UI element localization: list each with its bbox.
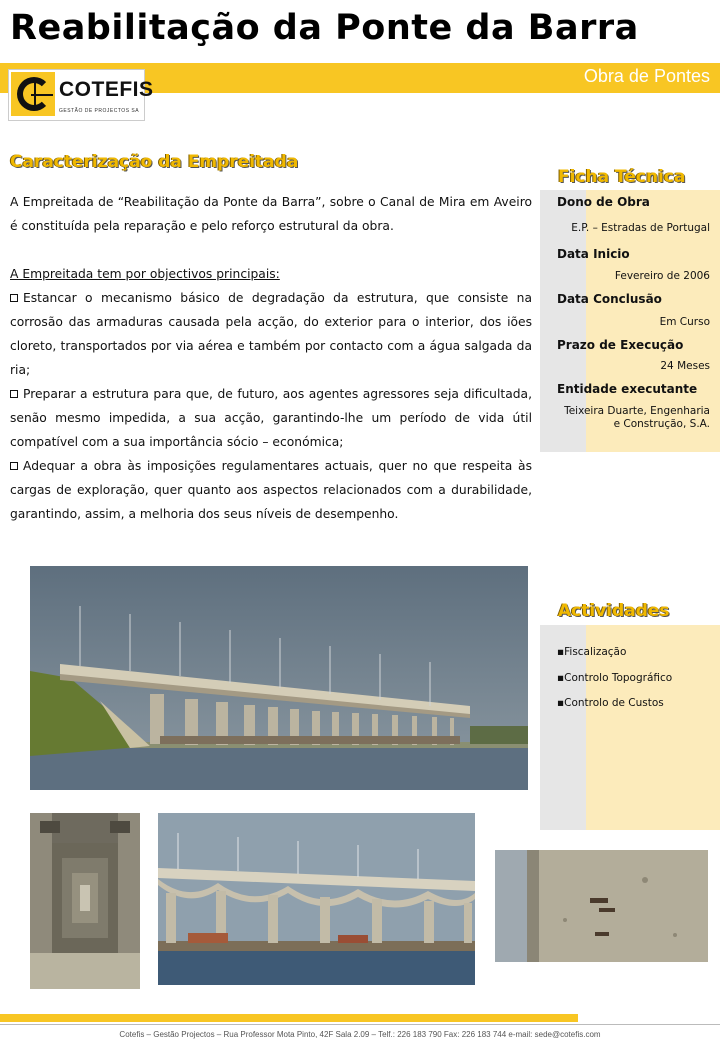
logo-mark-icon — [11, 72, 55, 116]
objective-item: Adequar a obra às imposições regulamentares actuais, quer no que respeita às cargas de exploração, quer quanto aos aspectos relacionados com a durabilidade, garantindo, assim, a melhoria dos seus níveis de desempenho. — [10, 459, 532, 521]
dono-obra-label: Dono de Obra — [557, 195, 650, 209]
concrete-detail-photo — [495, 850, 708, 962]
activity-item: ▪Controlo Topográfico — [557, 672, 673, 684]
bridge-main-photo — [30, 566, 528, 790]
footer-contact: Cotefis – Gestão Projectos – Rua Professor Mota Pinto, 42F Sala 2.09 – Telf.: 226 183 790 Fax: 226 183 744 e-mail: sede@cotefis.com — [119, 1030, 601, 1039]
data-conclusao-label: Data Conclusão — [557, 292, 662, 306]
page-title: Reabilitação da Ponte da Barra — [10, 8, 639, 48]
objectives-heading: A Empreitada tem por objectivos principais: — [10, 267, 280, 281]
objective-item: Estancar o mecanismo básico de degradação da estrutura, que consiste na corrosão das armaduras causada pela acção, do exterior para o interior, dos iões cloreto, transportados por via aérea e também por contacto com a água salgada da ria; — [10, 291, 532, 377]
activity-item: ▪Fiscalização — [557, 646, 627, 658]
data-inicio-value: Fevereiro de 2006 — [614, 270, 710, 282]
company-logo — [8, 69, 154, 121]
checkbox-bullet-icon — [10, 390, 18, 398]
intro-paragraph: A Empreitada de “Reabilitação da Ponte da Barra”, sobre o Canal de Mira em Aveiro é constituída pela reparação e pelo reforço estrutural da obra. — [10, 195, 532, 233]
footer-divider — [0, 1024, 720, 1025]
ficha-tecnica-heading: Ficha Técnica — [558, 167, 686, 187]
main-body-text — [10, 190, 532, 526]
entidade-executante-value-line1: Teixeira Duarte, Engenharia — [564, 405, 710, 417]
entidade-executante-value-line2: e Construção, S.A. — [613, 418, 710, 430]
logo-name: COTEFIS — [59, 78, 154, 101]
activity-item: ▪Controlo de Custos — [557, 697, 664, 709]
data-inicio-label: Data Inicio — [557, 247, 630, 261]
prazo-execucao-label: Prazo de Execução — [557, 338, 684, 352]
checkbox-bullet-icon — [10, 462, 18, 470]
under-bridge-photo — [30, 813, 140, 989]
logo-tagline: GESTÃO DE PROJECTOS SA — [59, 108, 140, 114]
section-heading-caracterizacao: Caracterização da Empreitada — [10, 152, 299, 172]
data-conclusao-value: Em Curso — [659, 316, 710, 328]
footer-band — [0, 1014, 578, 1022]
entidade-executante-label: Entidade executante — [557, 382, 698, 396]
bridge-side-photo — [158, 813, 475, 985]
page-subtitle: Obra de Pontes — [583, 66, 710, 86]
actividades-heading: Actividades — [558, 601, 670, 621]
dono-obra-value: E.P. – Estradas de Portugal — [571, 222, 710, 234]
checkbox-bullet-icon — [10, 294, 18, 302]
objective-item: Preparar a estrutura para que, de futuro, aos agentes agressores seja dificultada, senão mesmo impedida, a sua acção, garantindo-lhe um período de vida útil compatível com a sua importância sócio – económica; — [10, 387, 532, 449]
prazo-execucao-value: 24 Meses — [660, 360, 710, 372]
